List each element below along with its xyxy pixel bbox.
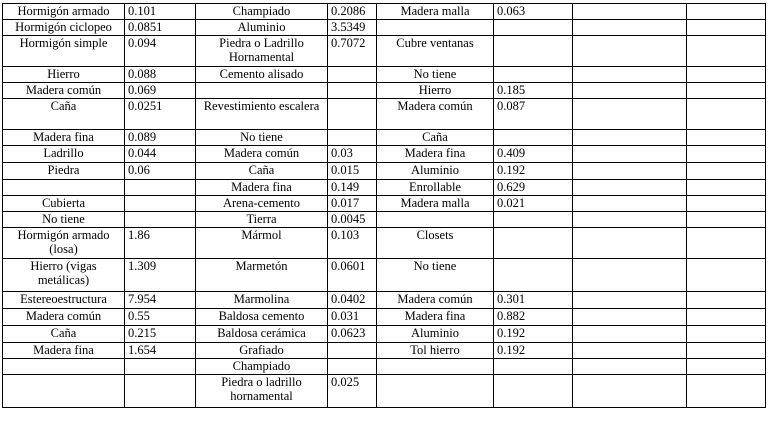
table-row xyxy=(3,180,766,196)
cell-material-b: Piedra o ladrillo hornamental xyxy=(196,375,328,408)
cell-material-c: Madera fina xyxy=(377,309,494,326)
cell-material-a: Hormigón armado xyxy=(3,4,125,20)
cell-extra-e xyxy=(687,326,766,343)
table-row xyxy=(3,99,766,130)
cell-value-b xyxy=(328,83,377,99)
cell-value-c xyxy=(494,359,573,375)
table-row xyxy=(3,36,766,67)
cell-value-a: 0.088 xyxy=(125,67,196,83)
cell-value-b: 0.0601 xyxy=(328,259,377,292)
cell-value-b: 0.03 xyxy=(328,146,377,163)
cell-value-c: 0.063 xyxy=(494,4,573,20)
cell-value-a xyxy=(125,212,196,228)
cell-value-a xyxy=(125,180,196,196)
table-row xyxy=(3,359,766,375)
table-row xyxy=(3,4,766,20)
cell-value-b: 0.0623 xyxy=(328,326,377,343)
cell-value-c xyxy=(494,259,573,292)
cell-material-a xyxy=(3,359,125,375)
cell-material-a: Hormigón ciclopeo xyxy=(3,20,125,36)
cell-value-a: 7.954 xyxy=(125,292,196,309)
cell-value-b xyxy=(328,67,377,83)
table-row xyxy=(3,309,766,326)
cell-value-b: 0.015 xyxy=(328,163,377,180)
cell-value-b: 0.149 xyxy=(328,180,377,196)
cell-value-a: 0.0251 xyxy=(125,99,196,130)
cell-extra-e xyxy=(687,99,766,130)
cell-material-c: No tiene xyxy=(377,67,494,83)
cell-value-c: 0.192 xyxy=(494,343,573,359)
cell-material-c: Aluminio xyxy=(377,163,494,180)
table-row xyxy=(3,196,766,212)
cell-material-c xyxy=(377,212,494,228)
cell-material-c: Closets xyxy=(377,228,494,259)
cell-extra-d xyxy=(573,36,687,67)
cell-material-c: Aluminio xyxy=(377,326,494,343)
cell-value-b xyxy=(328,359,377,375)
cell-extra-e xyxy=(687,292,766,309)
cell-value-b: 0.017 xyxy=(328,196,377,212)
cell-extra-d xyxy=(573,228,687,259)
cell-material-a: Madera común xyxy=(3,83,125,99)
cell-extra-e xyxy=(687,309,766,326)
cell-value-c: 0.192 xyxy=(494,326,573,343)
cell-material-a: Madera fina xyxy=(3,343,125,359)
cell-extra-d xyxy=(573,359,687,375)
cell-extra-d xyxy=(573,67,687,83)
cell-material-b: Marmolina xyxy=(196,292,328,309)
cell-extra-d xyxy=(573,83,687,99)
cell-extra-d xyxy=(573,146,687,163)
cell-value-a xyxy=(125,196,196,212)
cell-value-b: 3.5349 xyxy=(328,20,377,36)
cell-value-a xyxy=(125,359,196,375)
cell-extra-d xyxy=(573,212,687,228)
cell-extra-d xyxy=(573,180,687,196)
cell-material-b: Champiado xyxy=(196,4,328,20)
cell-material-b: Caña xyxy=(196,163,328,180)
cell-material-a: Hierro xyxy=(3,67,125,83)
table-row xyxy=(3,259,766,292)
cell-material-a: Madera común xyxy=(3,309,125,326)
cell-value-b xyxy=(328,343,377,359)
cell-value-a: 0.094 xyxy=(125,36,196,67)
cell-material-a: Madera fina xyxy=(3,130,125,146)
cell-extra-e xyxy=(687,67,766,83)
cell-extra-e xyxy=(687,20,766,36)
table-row xyxy=(3,292,766,309)
cell-material-c: Caña xyxy=(377,130,494,146)
cell-material-a xyxy=(3,375,125,408)
cell-extra-d xyxy=(573,259,687,292)
cell-extra-e xyxy=(687,196,766,212)
cell-value-a: 1.654 xyxy=(125,343,196,359)
cell-extra-d xyxy=(573,130,687,146)
table-row xyxy=(3,212,766,228)
cell-material-b: Revestimiento escalera xyxy=(196,99,328,130)
cell-value-c xyxy=(494,20,573,36)
cell-material-a: Cubierta xyxy=(3,196,125,212)
cell-extra-e xyxy=(687,343,766,359)
cell-value-c: 0.185 xyxy=(494,83,573,99)
cell-extra-d xyxy=(573,326,687,343)
cell-extra-d xyxy=(573,4,687,20)
cell-material-a xyxy=(3,180,125,196)
cell-extra-e xyxy=(687,359,766,375)
cell-value-c: 0.192 xyxy=(494,163,573,180)
cell-material-c: Madera malla xyxy=(377,4,494,20)
cell-material-b xyxy=(196,83,328,99)
cell-extra-e xyxy=(687,4,766,20)
cell-material-c: Tol hierro xyxy=(377,343,494,359)
cell-value-b: 0.0402 xyxy=(328,292,377,309)
cell-material-b: Piedra o Ladrillo Hornamental xyxy=(196,36,328,67)
cell-extra-d xyxy=(573,375,687,408)
cell-value-b: 0.2086 xyxy=(328,4,377,20)
cell-value-b xyxy=(328,99,377,130)
cell-material-b: Cemento alisado xyxy=(196,67,328,83)
cell-extra-d xyxy=(573,292,687,309)
cell-value-c: 0.882 xyxy=(494,309,573,326)
cell-value-a: 0.089 xyxy=(125,130,196,146)
cell-value-a: 0.101 xyxy=(125,4,196,20)
cell-material-a: Ladrillo xyxy=(3,146,125,163)
table-row xyxy=(3,326,766,343)
cell-material-b: Arena-cemento xyxy=(196,196,328,212)
table-row xyxy=(3,163,766,180)
table-row xyxy=(3,130,766,146)
cell-extra-e xyxy=(687,146,766,163)
cell-value-c: 0.629 xyxy=(494,180,573,196)
cell-material-b: Marmetón xyxy=(196,259,328,292)
cell-material-b: Baldosa cemento xyxy=(196,309,328,326)
cell-value-c: 0.409 xyxy=(494,146,573,163)
cell-material-c: Madera malla xyxy=(377,196,494,212)
cell-material-c: Madera común xyxy=(377,292,494,309)
table-row xyxy=(3,343,766,359)
cell-extra-e xyxy=(687,212,766,228)
cell-material-c: Cubre ventanas xyxy=(377,36,494,67)
cell-value-c xyxy=(494,212,573,228)
cell-value-c xyxy=(494,228,573,259)
cell-value-a xyxy=(125,375,196,408)
cell-material-a: Piedra xyxy=(3,163,125,180)
cell-material-b: Mármol xyxy=(196,228,328,259)
cell-material-b: No tiene xyxy=(196,130,328,146)
cell-material-a: Caña xyxy=(3,99,125,130)
cell-material-a: Hormigón armado (losa) xyxy=(3,228,125,259)
cell-extra-e xyxy=(687,83,766,99)
cell-value-a: 0.06 xyxy=(125,163,196,180)
cell-value-c xyxy=(494,375,573,408)
cell-extra-d xyxy=(573,20,687,36)
cell-value-a: 1.309 xyxy=(125,259,196,292)
cell-value-b: 0.031 xyxy=(328,309,377,326)
cell-material-c xyxy=(377,359,494,375)
cell-value-a: 0.215 xyxy=(125,326,196,343)
table-row xyxy=(3,146,766,163)
table-row xyxy=(3,83,766,99)
cell-extra-d xyxy=(573,309,687,326)
cell-value-c xyxy=(494,36,573,67)
table-row xyxy=(3,20,766,36)
cell-material-a: Hormigón simple xyxy=(3,36,125,67)
cell-extra-d xyxy=(573,196,687,212)
cell-value-b: 0.025 xyxy=(328,375,377,408)
cell-material-c: Enrollable xyxy=(377,180,494,196)
cell-value-c: 0.301 xyxy=(494,292,573,309)
cell-value-c xyxy=(494,67,573,83)
cell-material-c: Hierro xyxy=(377,83,494,99)
cell-material-b: Baldosa cerámica xyxy=(196,326,328,343)
materials-table xyxy=(2,3,766,408)
cell-material-c xyxy=(377,375,494,408)
cell-extra-e xyxy=(687,375,766,408)
table-row xyxy=(3,228,766,259)
cell-value-b xyxy=(328,130,377,146)
cell-extra-e xyxy=(687,259,766,292)
cell-material-b: Tierra xyxy=(196,212,328,228)
cell-extra-e xyxy=(687,228,766,259)
cell-extra-e xyxy=(687,163,766,180)
cell-value-c: 0.087 xyxy=(494,99,573,130)
cell-material-c xyxy=(377,20,494,36)
cell-material-b: Aluminio xyxy=(196,20,328,36)
cell-extra-d xyxy=(573,99,687,130)
cell-material-b: Madera fina xyxy=(196,180,328,196)
cell-value-b: 0.7072 xyxy=(328,36,377,67)
cell-material-c: Madera común xyxy=(377,99,494,130)
cell-extra-e xyxy=(687,180,766,196)
cell-extra-d xyxy=(573,343,687,359)
cell-value-b: 0.103 xyxy=(328,228,377,259)
cell-material-a: Caña xyxy=(3,326,125,343)
cell-value-b: 0.0045 xyxy=(328,212,377,228)
cell-material-a: Estereoestructura xyxy=(3,292,125,309)
cell-extra-e xyxy=(687,36,766,67)
cell-value-a: 0.55 xyxy=(125,309,196,326)
cell-material-b: Grafiado xyxy=(196,343,328,359)
cell-material-c: No tiene xyxy=(377,259,494,292)
cell-material-a: Hierro (vigas metálicas) xyxy=(3,259,125,292)
cell-value-a: 1.86 xyxy=(125,228,196,259)
cell-material-b: Madera común xyxy=(196,146,328,163)
table-row xyxy=(3,67,766,83)
cell-value-c xyxy=(494,130,573,146)
cell-value-a: 0.044 xyxy=(125,146,196,163)
cell-material-c: Madera fina xyxy=(377,146,494,163)
table-row xyxy=(3,375,766,408)
cell-value-c: 0.021 xyxy=(494,196,573,212)
cell-extra-e xyxy=(687,130,766,146)
cell-value-a: 0.0851 xyxy=(125,20,196,36)
cell-material-a: No tiene xyxy=(3,212,125,228)
cell-extra-d xyxy=(573,163,687,180)
cell-material-b: Champiado xyxy=(196,359,328,375)
cell-value-a: 0.069 xyxy=(125,83,196,99)
